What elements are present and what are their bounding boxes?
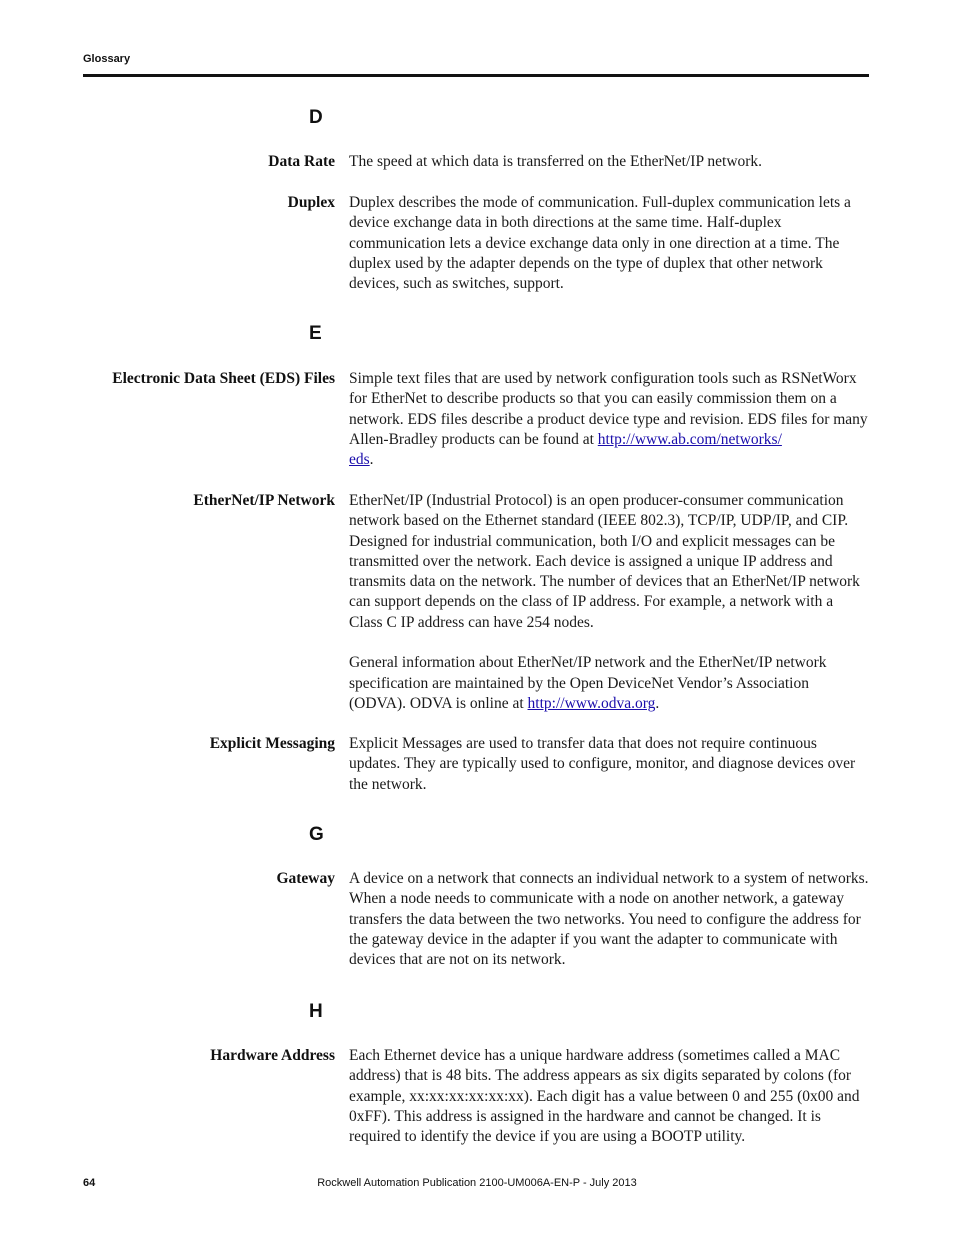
- ethernet-ip-paragraph-2-text: General information about EtherNet/IP network and the EtherNet/IP network specification are maintained by the Open DeviceNet Vendor’s Association (ODVA). ODVA is online at: [349, 654, 827, 712]
- definition-data-rate: The speed at which data is transferred on the EtherNet/IP network.: [349, 153, 763, 170]
- publication-footer: Rockwell Automation Publication 2100-UM006A-EN-P - July 2013: [317, 1177, 637, 1189]
- eds-definition-text: Simple text files that are used by network configuration tools such as RSNetWorx for EtherNet to describe products so that you can easily commission them on a network. EDS files describe a product device type and revision. EDS files for many Allen-Bradley products can be found at: [349, 370, 868, 448]
- definition-eds-files: [349, 369, 869, 470]
- header-rule: [83, 74, 869, 77]
- term-eds-files: Electronic Data Sheet (EDS) Files: [112, 370, 335, 387]
- definition-gateway: A device on a network that connects an individual network to a system of networks. When a node needs to communicate with a node on another network, a gateway transfers the data between the two networks. You need to configure the address for the gateway device in the adapter if you want the adapter to communicate with devices that are not on its network.: [349, 870, 869, 969]
- eds-definition-end: .: [369, 451, 374, 469]
- section-letter-h: H: [309, 1001, 323, 1022]
- definition-explicit-messaging: Explicit Messages are used to transfer data that does not require continuous updates. They are typically used to configure, monitor, and diagnose devices over the network.: [349, 735, 856, 793]
- page-number: 64: [83, 1177, 96, 1189]
- running-header: Glossary: [83, 53, 131, 65]
- term-data-rate: Data Rate: [268, 153, 335, 170]
- term-duplex: Duplex: [287, 194, 335, 211]
- definition-ethernet-ip-network: [349, 491, 869, 714]
- term-ethernet-ip-network: EtherNet/IP Network: [193, 492, 335, 509]
- odva-link[interactable]: http://www.odva.org: [527, 694, 656, 712]
- section-letter-e: E: [309, 323, 322, 344]
- ethernet-ip-paragraph-1: EtherNet/IP (Industrial Protocol) is an open producer-consumer communication network based on the Ethernet standard (IEEE 802.3), TCP/IP, UDP/IP, and CIP. Designed for industrial communication, both I/O and explicit messages can be transmitted over the network. Each device is assigned a unique IP address and transmits data on the network. The number of devices that an EtherNet/IP network can support depends on the class of IP address. For example, a network with a Class C IP address can have 254 nodes.: [349, 492, 860, 631]
- section-letter-g: G: [309, 824, 324, 845]
- definition-hardware-address: Each Ethernet device has a unique hardware address (sometimes called a MAC address) that is 48 bits. The address appears as six digits separated by colons (for example, xx:xx:xx:xx:xx:xx). Each digit has a value between 0 and 255 (0x00 and 0xFF). This address is assigned in the hardware and cannot be changed. It is required to identify the device if you are using a BOOTP utility.: [349, 1047, 860, 1146]
- term-gateway: Gateway: [276, 870, 335, 887]
- ab-networks-link-part2[interactable]: eds: [349, 451, 370, 469]
- definition-duplex: Duplex describes the mode of communication. Full-duplex communication lets a device exchange data in both directions at the same time. Half-duplex communication lets a device exchange data only in one direction at a time. The duplex used by the adapter depends on the type of duplex that other network devices, such as switches, support.: [349, 194, 851, 293]
- section-letter-d: D: [309, 107, 323, 128]
- term-explicit-messaging: Explicit Messaging: [209, 735, 335, 752]
- term-hardware-address: Hardware Address: [210, 1047, 335, 1064]
- ethernet-ip-paragraph-2-end: .: [655, 694, 660, 712]
- ethernet-ip-paragraph-2: [349, 653, 869, 714]
- ab-networks-link-part1[interactable]: http://www.ab.com/networks/: [597, 430, 782, 448]
